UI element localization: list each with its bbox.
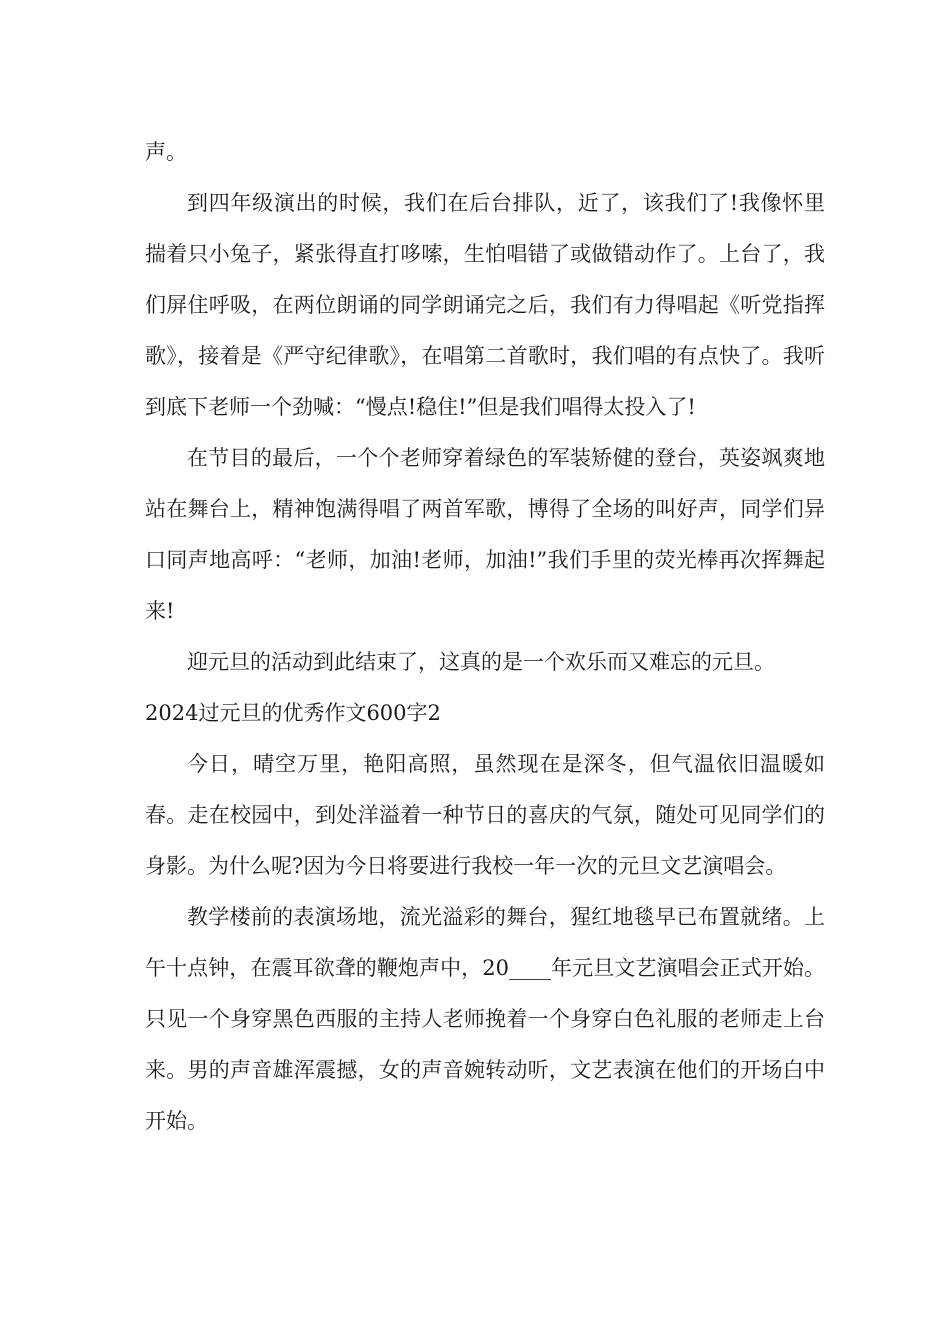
paragraph-conclusion: 迎元旦的活动到此结束了，这真的是一个欢乐而又难忘的元旦。 bbox=[187, 650, 775, 674]
document-body bbox=[145, 127, 825, 1147]
paragraph-stage: 教学楼前的表演场地，流光溢彩的舞台，猩红地毯早已布置就绪。上午十点钟，在震耳欲聋的鞭炮声中，20____年元旦文艺演唱会正式开始。只见一个身穿黑色西服的主持人老师挽着一个身穿白色礼服的老师走上台来。男的声音雄浑震撼，女的声音婉转动听，文艺表演在他们的开场白中开始。 bbox=[145, 905, 825, 1133]
paragraph-continued: 声。 bbox=[145, 140, 187, 164]
paragraph-performance: 到四年级演出的时候，我们在后台排队，近了，该我们了!我像怀里揣着只小兔子，紧张得直打哆嗦，生怕唱错了或做错动作了。上台了，我们屏住呼吸，在两位朗诵的同学朗诵完之后，我们有力得唱起《听党指挥歌》，接着是《严守纪律歌》，在唱第二首歌时，我们唱的有点快了。我听到底下老师一个劲喊：“慢点!稳住!”但是我们唱得太投入了! bbox=[145, 191, 825, 419]
paragraph-campus: 今日，晴空万里，艳阳高照，虽然现在是深冬，但气温依旧温暖如春。走在校园中，到处洋溢着一种节日的喜庆的气氛，随处可见同学们的身影。为什么呢?因为今日将要进行我校一年一次的元旦文艺演唱会。 bbox=[145, 752, 825, 878]
paragraph-teachers-show: 在节目的最后，一个个老师穿着绿色的军装矫健的登台，英姿飒爽地站在舞台上，精神饱满得唱了两首军歌，博得了全场的叫好声，同学们异口同声地高呼：“老师，加油!老师，加油!”我们手里的荧光棒再次挥舞起来! bbox=[145, 446, 825, 623]
essay-heading: 2024过元旦的优秀作文600字2 bbox=[145, 701, 441, 725]
